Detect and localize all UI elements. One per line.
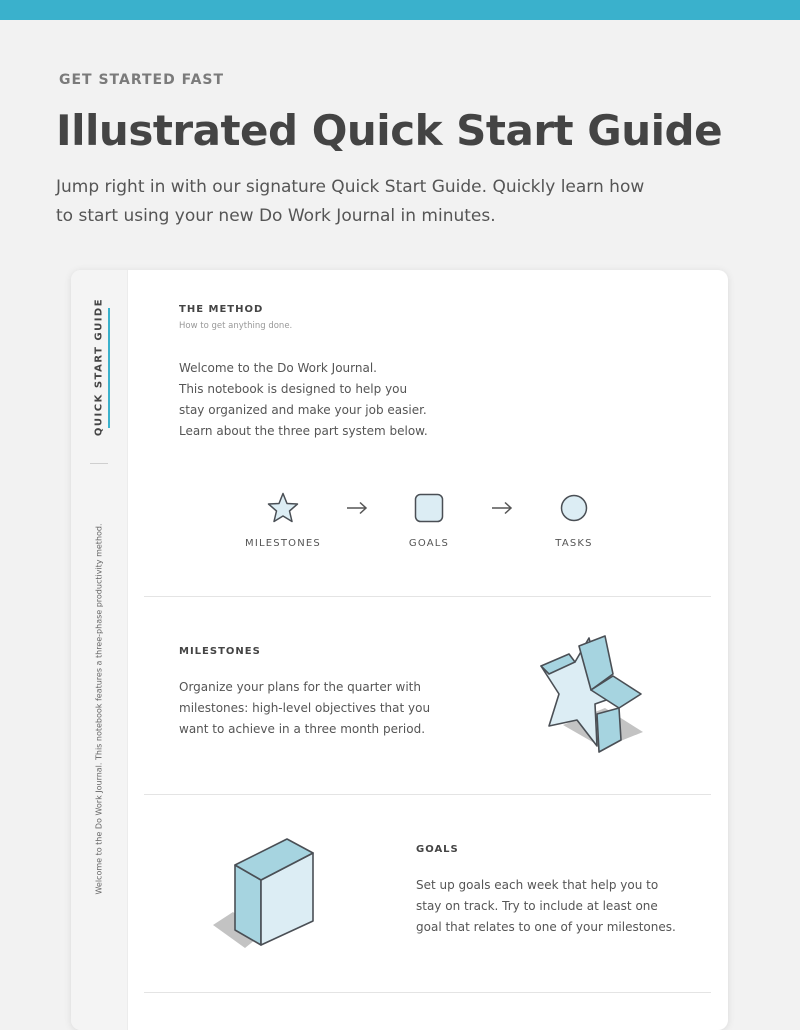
top-accent-bar bbox=[0, 0, 800, 20]
flow-label-goals: GOALS bbox=[408, 538, 450, 549]
star-illustration bbox=[533, 630, 653, 760]
milestones-body: Organize your plans for the quarter with milestones: high-level objectives that you want to achieve in a three month period. bbox=[179, 680, 431, 736]
star-icon bbox=[267, 492, 299, 524]
cube-illustration bbox=[211, 835, 321, 955]
spine-note: Welcome to the Do Work Journal. This notebook features a three-phase productivity method. bbox=[94, 523, 104, 895]
section-divider bbox=[144, 596, 711, 597]
page-title: Illustrated Quick Start Guide bbox=[56, 106, 723, 155]
eyebrow-label: GET STARTED FAST bbox=[59, 72, 225, 88]
spine-title: QUICK START GUIDE bbox=[93, 297, 105, 437]
goals-heading: GOALS bbox=[416, 844, 459, 855]
method-subheading: How to get anything done. bbox=[179, 321, 293, 331]
flow-label-milestones: MILESTONES bbox=[245, 538, 321, 549]
guide-spine bbox=[71, 270, 128, 1030]
circle-icon bbox=[560, 494, 588, 522]
section-divider bbox=[144, 794, 711, 795]
arrow-right-icon bbox=[491, 501, 513, 515]
section-divider bbox=[144, 992, 711, 993]
rounded-square-icon bbox=[414, 493, 444, 523]
page-subtitle: Jump right in with our signature Quick Start Guide. Quickly learn how to start using your new Do Work Journal in minutes. bbox=[56, 177, 645, 226]
flow-label-tasks: TASKS bbox=[555, 538, 593, 549]
guide-card bbox=[71, 270, 728, 1030]
method-heading: THE METHOD bbox=[179, 304, 264, 315]
spine-accent-line bbox=[108, 308, 110, 428]
spine-divider bbox=[90, 463, 108, 464]
arrow-right-icon bbox=[346, 501, 368, 515]
method-body: Welcome to the Do Work Journal. This notebook is designed to help you stay organized and make your job easier. Learn about the three part system below. bbox=[179, 361, 428, 438]
goals-body: Set up goals each week that help you to stay on track. Try to include at least one goal that relates to one of your milestones. bbox=[416, 878, 676, 934]
milestones-heading: MILESTONES bbox=[179, 646, 261, 657]
